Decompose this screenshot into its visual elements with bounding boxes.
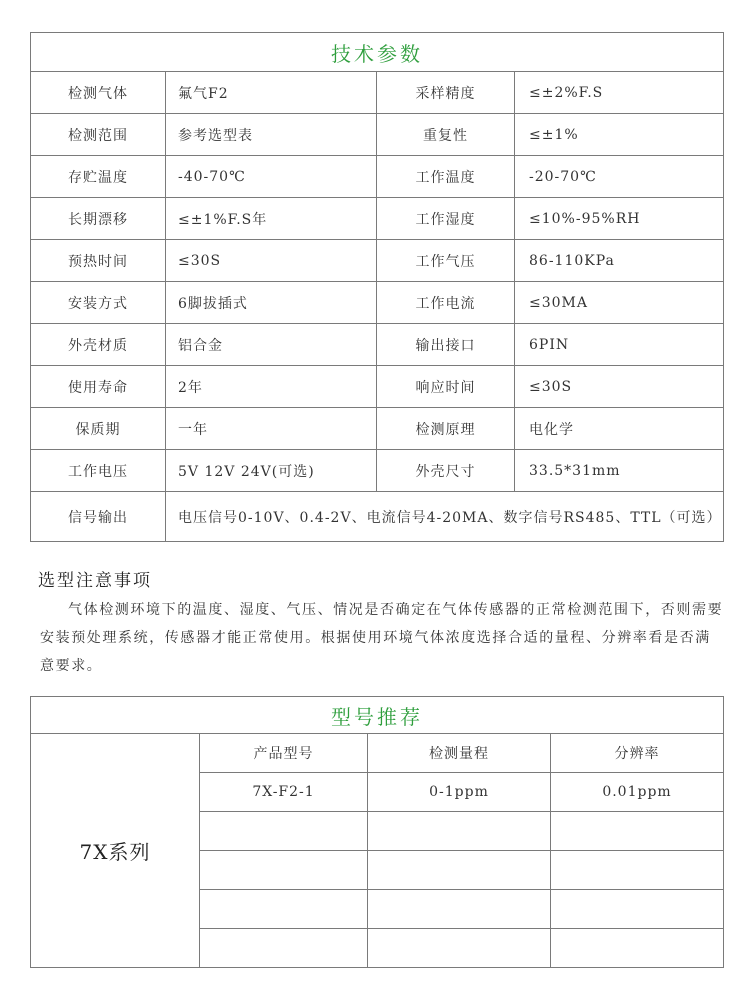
signal-output-value: 电压信号0-10V、0.4-2V、电流信号4-20MA、数字信号RS485、TTL（可选） bbox=[166, 492, 724, 542]
spec-value: ≤10%-95%RH bbox=[515, 198, 724, 240]
spec-value: ≤±2%F.S bbox=[515, 72, 724, 114]
spec-title: 技术参数 bbox=[331, 41, 423, 66]
spec-value: ≤30S bbox=[515, 366, 724, 408]
spec-table bbox=[30, 32, 724, 542]
spec-row bbox=[31, 72, 724, 114]
spec-label: 保质期 bbox=[31, 408, 166, 450]
spec-label: 检测气体 bbox=[31, 72, 166, 114]
spec-label: 检测原理 bbox=[377, 408, 515, 450]
spec-value: 5V 12V 24V(可选) bbox=[166, 450, 377, 492]
spec-row bbox=[31, 408, 724, 450]
spec-label: 使用寿命 bbox=[31, 366, 166, 408]
spec-value: 2年 bbox=[166, 366, 377, 408]
spec-title-cell bbox=[31, 33, 724, 72]
spec-label: 工作电压 bbox=[31, 450, 166, 492]
spec-row bbox=[31, 450, 724, 492]
spec-value: ≤30MA bbox=[515, 282, 724, 324]
spec-row bbox=[31, 282, 724, 324]
spec-value: 6脚拔插式 bbox=[166, 282, 377, 324]
model-title-cell bbox=[31, 697, 724, 734]
spec-label: 检测范围 bbox=[31, 114, 166, 156]
spec-label: 响应时间 bbox=[377, 366, 515, 408]
spec-row bbox=[31, 114, 724, 156]
spec-value: -20-70℃ bbox=[515, 156, 724, 198]
model-resolution: 0.01ppm bbox=[551, 773, 724, 812]
notes-paragraph: 气体检测环境下的温度、湿度、气压、情况是否确定在气体传感器的正常检测范围下，否则需要安装预处理系统，传感器才能正常使用。根据使用环境气体浓度选择合适的量程、分辨率看是否满意要求。 bbox=[40, 602, 724, 674]
spec-row bbox=[31, 156, 724, 198]
spec-value: ≤±1% bbox=[515, 114, 724, 156]
spec-value: -40-70℃ bbox=[166, 156, 377, 198]
spec-label: 安装方式 bbox=[31, 282, 166, 324]
spec-label: 重复性 bbox=[377, 114, 515, 156]
spec-value: 6PIN bbox=[515, 324, 724, 366]
signal-output-label: 信号输出 bbox=[31, 492, 166, 542]
spec-label: 输出接口 bbox=[377, 324, 515, 366]
spec-label: 外壳尺寸 bbox=[377, 450, 515, 492]
spec-row bbox=[31, 240, 724, 282]
spec-value: 86-110KPa bbox=[515, 240, 724, 282]
spec-label: 工作湿度 bbox=[377, 198, 515, 240]
model-range: 0-1ppm bbox=[368, 773, 551, 812]
spec-row bbox=[31, 366, 724, 408]
spec-label: 工作温度 bbox=[377, 156, 515, 198]
spec-value: 铝合金 bbox=[166, 324, 377, 366]
header-resolution: 分辨率 bbox=[551, 734, 724, 773]
spec-value: 氟气F2 bbox=[166, 72, 377, 114]
spec-label: 外壳材质 bbox=[31, 324, 166, 366]
spec-row bbox=[31, 324, 724, 366]
spec-label: 存贮温度 bbox=[31, 156, 166, 198]
spec-value: ≤±1%F.S年 bbox=[166, 198, 377, 240]
spec-value: 一年 bbox=[166, 408, 377, 450]
model-table bbox=[30, 696, 724, 968]
model-number: 7X-F2-1 bbox=[200, 773, 368, 812]
spec-value: 33.5*31mm bbox=[515, 450, 724, 492]
notes-heading: 选型注意事项 bbox=[38, 571, 152, 591]
spec-row bbox=[31, 198, 724, 240]
header-range: 检测量程 bbox=[368, 734, 551, 773]
spec-value: 电化学 bbox=[515, 408, 724, 450]
spec-value: ≤30S bbox=[166, 240, 377, 282]
model-title: 型号推荐 bbox=[331, 704, 423, 729]
spec-label: 工作电流 bbox=[377, 282, 515, 324]
spec-label: 采样精度 bbox=[377, 72, 515, 114]
spec-label: 工作气压 bbox=[377, 240, 515, 282]
series-label: 7X系列 bbox=[31, 734, 200, 968]
spec-label: 长期漂移 bbox=[31, 198, 166, 240]
spec-label: 预热时间 bbox=[31, 240, 166, 282]
header-model: 产品型号 bbox=[200, 734, 368, 773]
spec-value: 参考选型表 bbox=[166, 114, 377, 156]
